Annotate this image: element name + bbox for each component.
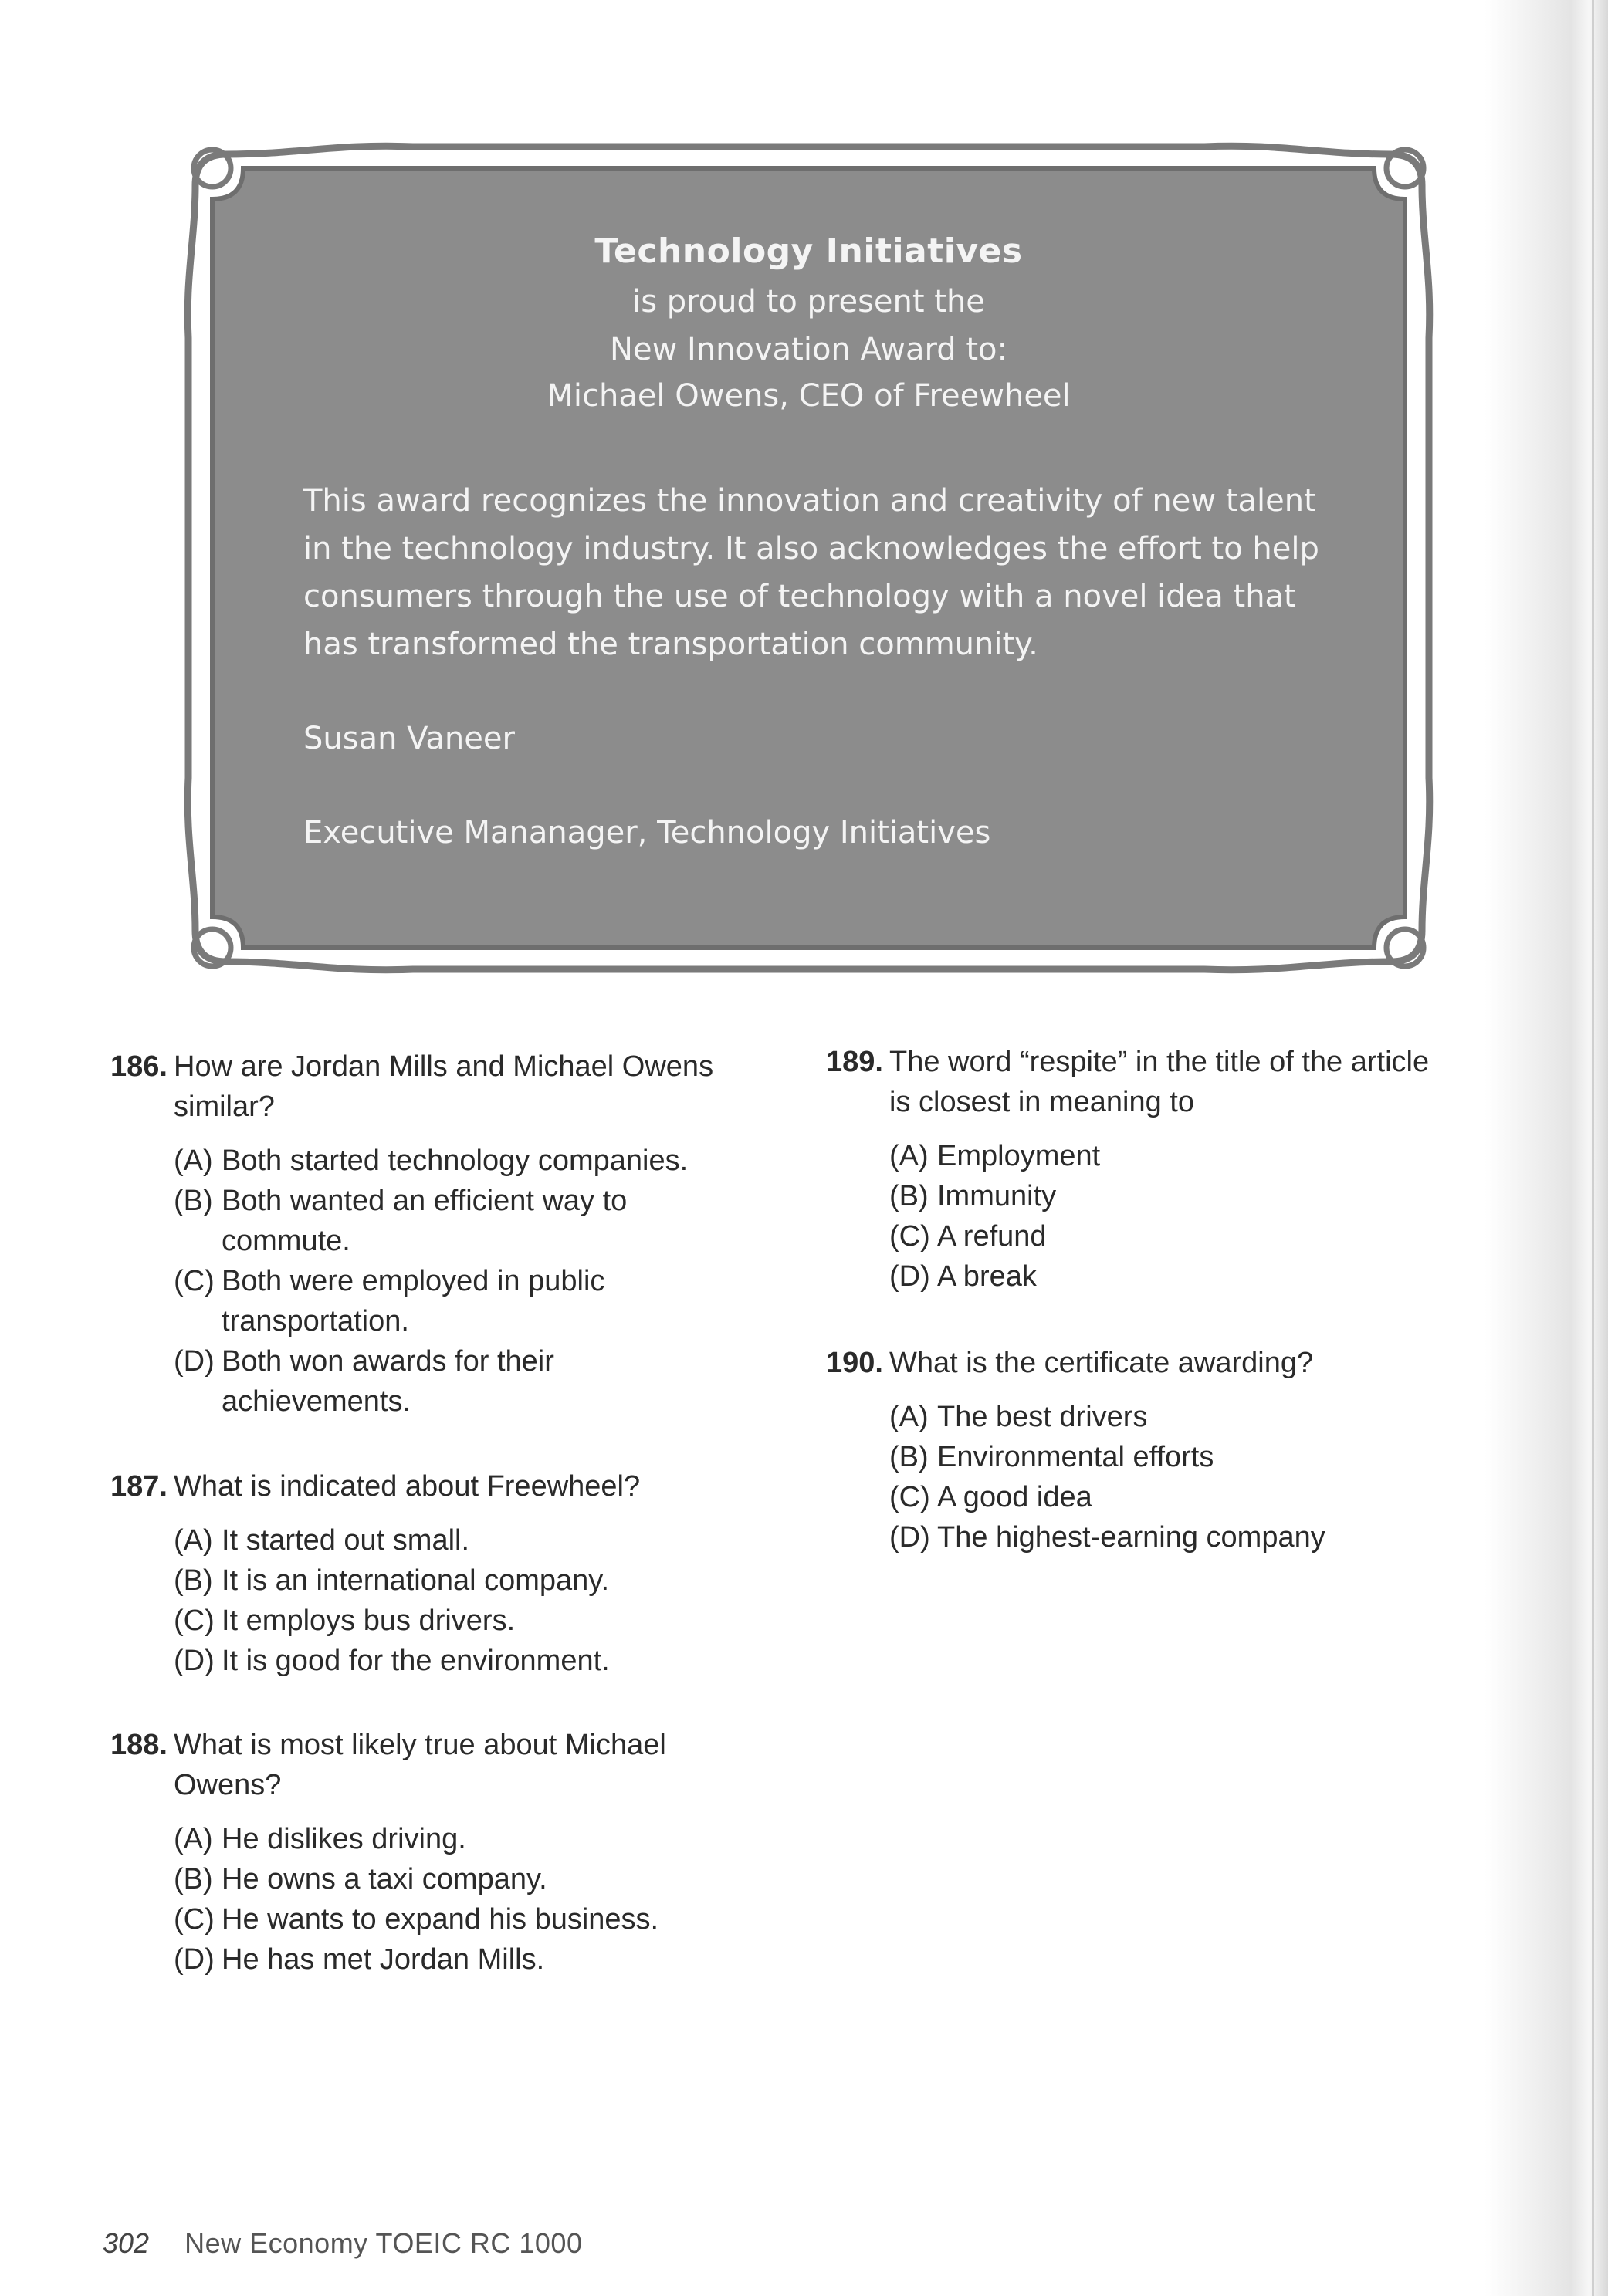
option-text: He owns a taxi company. [222,1863,547,1895]
option-letter: (C) [174,1604,215,1637]
certificate-line-2: New Innovation Award to: [610,332,1007,367]
answer-option[interactable] [889,1477,1505,1517]
question-text-line: What is the certificate awarding? [889,1347,1314,1379]
question-text-line: Owens? [174,1769,282,1801]
option-text: Employment [937,1140,1101,1172]
option-text: Immunity [937,1180,1057,1212]
question-number: 187. [110,1470,168,1503]
answer-option[interactable] [174,1141,790,1181]
option-letter: (A) [174,1823,213,1855]
option-text: Both were employed in public [222,1265,605,1297]
page-edge-line [1592,0,1594,2296]
book-title: New Economy TOEIC RC 1000 [184,2227,583,2259]
option-letter: (A) [889,1140,929,1172]
option-text: The highest-earning company [937,1521,1325,1554]
question-text-line: How are Jordan Mills and Michael Owens [174,1050,714,1083]
certificate-signatory-title: Executive Mananager, Technology Initiatives [303,815,991,850]
answer-option[interactable] [889,1176,1505,1216]
answer-option[interactable] [174,1819,790,1859]
certificate-body-line: in the technology industry. It also acknowledges the effort to help [303,531,1319,566]
option-letter: (C) [174,1903,215,1936]
option-letter: (D) [174,1943,215,1976]
question-188 [110,1725,790,1980]
answer-option[interactable] [174,1641,790,1681]
question-text-line: What is indicated about Freewheel? [174,1470,641,1503]
option-text: A refund [937,1220,1047,1253]
certificate-body-line: consumers through the use of technology with a novel idea that [303,579,1296,614]
answer-option[interactable] [889,1136,1505,1176]
answer-option[interactable] [174,1261,790,1341]
page-number: 302 [103,2227,150,2259]
answer-option[interactable] [889,1397,1505,1437]
answer-option[interactable] [174,1899,790,1939]
option-letter: (B) [889,1180,929,1212]
certificate-title: Technology Initiatives [594,232,1023,271]
answer-option[interactable] [174,1520,790,1561]
answer-option[interactable] [174,1561,790,1601]
option-text: Both won awards for their [222,1345,554,1378]
option-text: It employs bus drivers. [222,1604,516,1637]
question-number: 188. [110,1729,168,1761]
question-number: 189. [826,1046,883,1078]
certificate-body [303,477,1338,668]
certificate-body-line: This award recognizes the innovation and creativity of new talent [303,483,1316,519]
question-text-line: What is most likely true about Michael [174,1729,666,1761]
option-letter: (A) [174,1145,213,1177]
option-letter: (B) [174,1863,213,1895]
certificate-signatory: Susan Vaneer [303,721,515,756]
certificate-body-line: has transformed the transportation community. [303,627,1038,662]
question-189 [826,1042,1505,1297]
option-letter: (B) [174,1185,213,1217]
answer-option[interactable] [174,1181,790,1261]
option-letter: (B) [889,1441,929,1473]
option-text: Both started technology companies. [222,1145,689,1177]
answer-option[interactable] [174,1341,790,1422]
option-letter: (C) [889,1220,930,1253]
option-text: The best drivers [937,1401,1148,1433]
page-footer [103,2227,582,2260]
option-text: It started out small. [222,1524,470,1557]
option-letter: (B) [174,1564,213,1597]
question-text-line: similar? [174,1091,275,1123]
option-text: A break [937,1260,1037,1293]
question-number: 186. [110,1050,168,1083]
option-letter: (C) [174,1265,215,1297]
question-187 [110,1466,790,1681]
option-letter: (D) [889,1260,930,1293]
option-text: Environmental efforts [937,1441,1214,1473]
certificate-recipient: Michael Owens, CEO of Freewheel [547,378,1071,414]
answer-option[interactable] [889,1216,1505,1256]
option-letter: (D) [174,1345,215,1378]
option-text: He wants to expand his business. [222,1903,659,1936]
option-text: It is good for the environment. [222,1645,610,1677]
question-text-line: is closest in meaning to [889,1086,1194,1118]
option-text: transportation. [222,1305,409,1337]
option-text: It is an international company. [222,1564,610,1597]
option-text: commute. [222,1225,350,1257]
award-certificate [181,137,1436,979]
option-letter: (A) [889,1401,929,1433]
option-letter: (C) [889,1481,930,1513]
option-letter: (D) [174,1645,215,1677]
option-text: achievements. [222,1385,411,1418]
certificate-line-1: is proud to present the [632,284,985,320]
question-190 [826,1343,1505,1557]
question-text-line: The word “respite” in the title of the article [889,1046,1430,1078]
answer-option[interactable] [174,1859,790,1899]
option-letter: (A) [174,1524,213,1557]
option-text: He has met Jordan Mills. [222,1943,545,1976]
option-letter: (D) [889,1521,930,1554]
answer-option[interactable] [174,1939,790,1980]
question-number: 190. [826,1347,883,1379]
answer-option[interactable] [174,1601,790,1641]
answer-option[interactable] [889,1256,1505,1297]
answer-option[interactable] [889,1437,1505,1477]
option-text: Both wanted an efficient way to [222,1185,628,1217]
option-text: A good idea [937,1481,1092,1513]
option-text: He dislikes driving. [222,1823,466,1855]
question-186 [110,1047,790,1422]
answer-option[interactable] [889,1517,1505,1557]
